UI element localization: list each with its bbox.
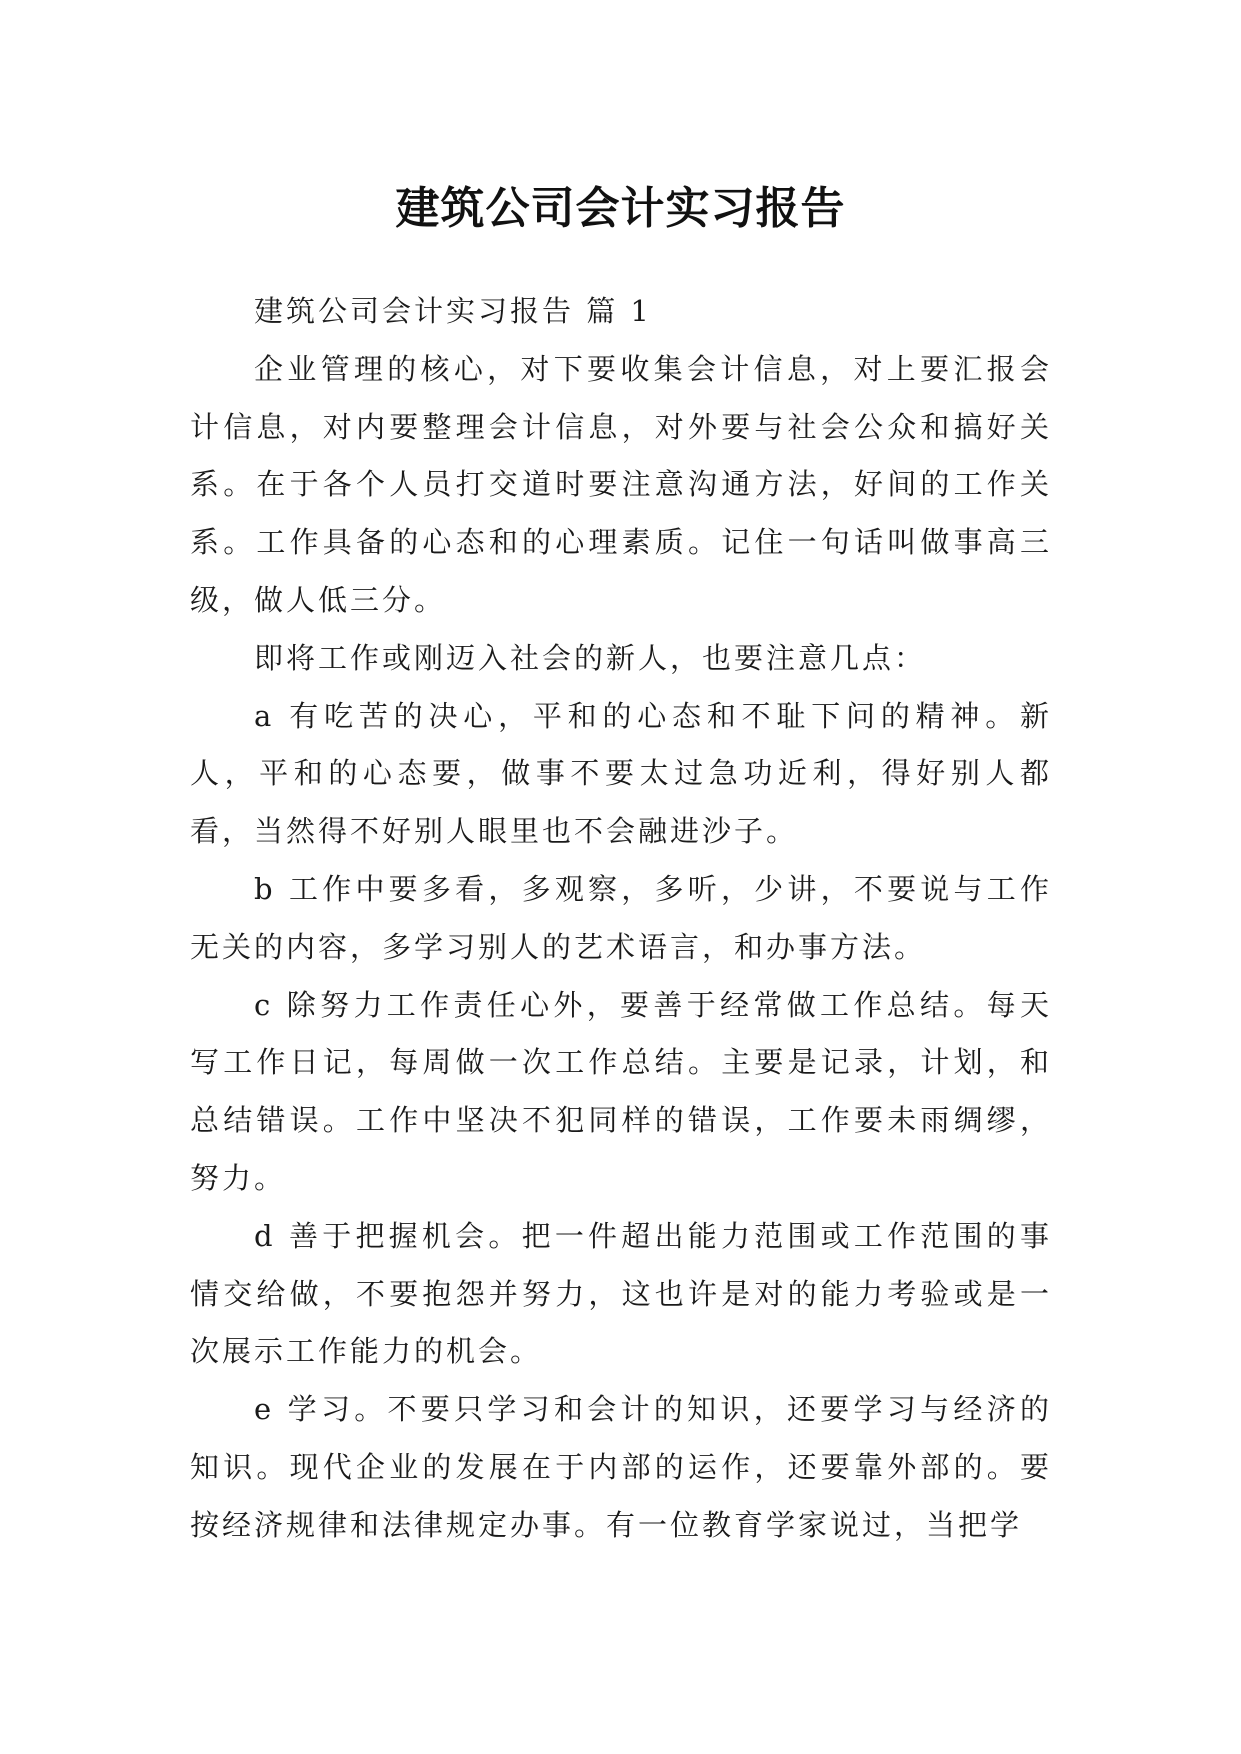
list-item-a: a 有吃苦的决心，平和的心态和不耻下问的精神。新人，平和的心态要，做事不要太过急功近利，得好别人都看，当然得不好别人眼里也不会融进沙子。 (190, 698, 1052, 849)
document-body (190, 283, 1052, 1555)
section-heading: 建筑公司会计实习报告 篇 1 (254, 294, 652, 328)
list-item-d: d 善于把握机会。把一件超出能力范围或工作范围的事情交给做，不要抱怨并努力，这也许是对的能力考验或是一次展示工作能力的机会。 (190, 1218, 1052, 1369)
list-item-c: c 除努力工作责任心外，要善于经常做工作总结。每天写工作日记，每周做一次工作总结。主要是记录，计划，和总结错误。工作中坚决不犯同样的错误，工作要未雨绸缪，努力。 (190, 987, 1052, 1195)
body-paragraph: 即将工作或刚迈入社会的新人，也要注意几点： (254, 640, 927, 675)
body-paragraph: 企业管理的核心，对下要收集会计信息，对上要汇报会计信息，对内要整理会计信息，对外要与社会公众和搞好关系。在于各个人员打交道时要注意沟通方法，好间的工作关系。工作具备的心态和的心理素质。记住一句话叫做事高三级，做人低三分。 (190, 351, 1052, 617)
list-item-e: e 学习。不要只学习和会计的知识，还要学习与经济的知识。现代企业的发展在于内部的运作，还要靠外部的。要按经济规律和法律规定办事。有一位教育学家说过，当把学 (190, 1392, 1052, 1542)
list-item-b: b 工作中要多看，多观察，多听，少讲，不要说与工作无关的内容，多学习别人的艺术语言，和办事方法。 (190, 871, 1052, 964)
document-title: 建筑公司会计实习报告 (395, 183, 846, 235)
